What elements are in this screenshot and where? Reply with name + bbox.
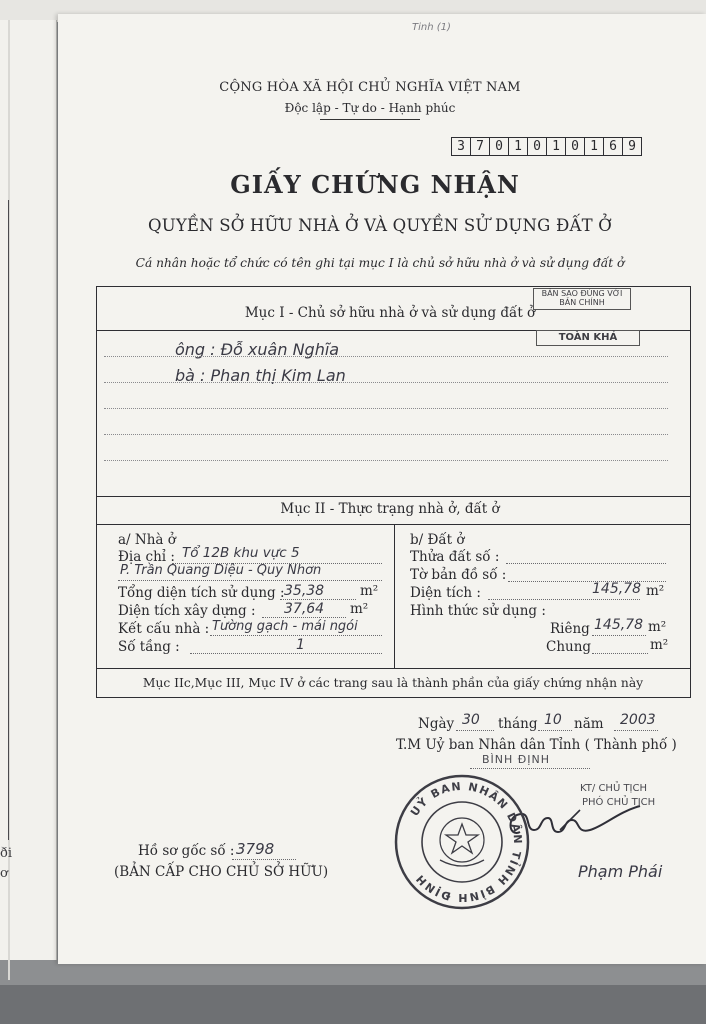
left-page-fragment: ơ bbox=[0, 866, 8, 881]
motto: Độc lập - Tự do - Hạnh phúc bbox=[284, 101, 456, 115]
country-name: CỘNG HÒA XÃ HỘI CHỦ NGHĨA VIỆT NAM bbox=[219, 80, 521, 95]
month-value: 10 bbox=[544, 712, 562, 728]
serial-digit: 0 bbox=[566, 138, 585, 155]
section2-heading: Mục II - Thực trạng nhà ở, đất ở bbox=[280, 501, 500, 517]
section1-heading: Mục I - Chủ sở hữu nhà ở và sử dụng đất ở bbox=[244, 305, 536, 321]
private-label: Riêng bbox=[550, 621, 590, 637]
day-label: Ngày bbox=[418, 716, 455, 732]
footnote: Mục IIc,Mục III, Mục IV ở các trang sau là thành phần của giấy chứng nhận này bbox=[142, 676, 644, 690]
serial-digit: 0 bbox=[528, 138, 547, 155]
left-page-border bbox=[2, 200, 9, 840]
house-heading: a/ Nhà ở bbox=[118, 532, 176, 548]
day-value: 30 bbox=[462, 712, 480, 728]
owner-1: ông : Đỗ xuân Nghĩa bbox=[175, 340, 340, 359]
address-value-2: P. Trần Quang Diệu - Quy Nhơn bbox=[120, 563, 322, 578]
copy-note: (BẢN CẤP CHO CHỦ SỞ HỮU) bbox=[114, 864, 329, 880]
parcel-line bbox=[506, 563, 666, 564]
parcel-label: Thửa đất số : bbox=[410, 549, 500, 565]
serial-digit: 1 bbox=[547, 138, 566, 155]
writing-line bbox=[104, 434, 668, 435]
total-area-unit: m² bbox=[360, 583, 379, 599]
committee-label: T.M Uỷ ban Nhân dân Tỉnh ( Thành phố ) bbox=[396, 737, 677, 753]
built-area-unit: m² bbox=[350, 601, 369, 617]
serial-digit: 3 bbox=[452, 138, 471, 155]
built-area-line bbox=[262, 617, 346, 618]
month-label: tháng bbox=[498, 716, 538, 732]
province-stamp: BÌNH ĐỊNH bbox=[482, 753, 551, 766]
motto-underline bbox=[320, 119, 420, 120]
total-area-label: Tổng diện tích sử dụng : bbox=[118, 585, 285, 601]
private-value: 145,78 bbox=[594, 617, 643, 633]
serial-number-box bbox=[451, 137, 642, 156]
role-line-2: PHÓ CHỦ TỊCH bbox=[582, 797, 656, 808]
total-area-line bbox=[280, 599, 356, 600]
writing-line bbox=[104, 382, 668, 383]
address-value-1: Tổ 12B khu vực 5 bbox=[182, 545, 300, 561]
land-area-unit: m² bbox=[646, 583, 665, 599]
record-line bbox=[232, 859, 296, 860]
record-label: Hồ sơ gốc số : bbox=[138, 843, 235, 859]
writing-line bbox=[104, 460, 668, 461]
section2-bottom-divider bbox=[96, 668, 691, 669]
copy-stamp: BẢN SAO ĐÚNG VỚI BẢN CHÍNH bbox=[533, 288, 631, 310]
total-area-value: 35,38 bbox=[284, 583, 325, 599]
serial-digit: 0 bbox=[490, 138, 509, 155]
owner-2: bà : Phan thị Kim Lan bbox=[175, 366, 346, 385]
land-heading: b/ Đất ở bbox=[410, 532, 465, 548]
built-area-value: 37,64 bbox=[284, 601, 325, 617]
year-label: năm bbox=[574, 716, 604, 732]
land-area-value: 145,78 bbox=[592, 581, 641, 597]
usage-label: Hình thức sử dụng : bbox=[410, 603, 546, 619]
floors-value: 1 bbox=[296, 637, 305, 653]
full-copy-stamp: TOÀN KHẢ bbox=[536, 330, 640, 346]
private-line bbox=[592, 635, 646, 636]
map-label: Tờ bản đồ số : bbox=[410, 567, 507, 583]
role-line-1: KT/ CHỦ TỊCH bbox=[580, 783, 647, 794]
signer-name: Phạm Phái bbox=[578, 862, 663, 881]
structure-label: Kết cấu nhà : bbox=[118, 621, 210, 637]
shared-unit: m² bbox=[650, 637, 669, 653]
serial-digit: 9 bbox=[628, 139, 636, 154]
certificate-subtitle: QUYỀN SỞ HỮU NHÀ Ở VÀ QUYỀN SỬ DỤNG ĐẤT Ở bbox=[147, 216, 612, 235]
built-area-label: Diện tích xây dựng : bbox=[118, 603, 256, 619]
writing-line bbox=[104, 356, 668, 357]
land-area-label: Diện tích : bbox=[410, 585, 481, 601]
province-line bbox=[470, 768, 590, 769]
serial-digit: 6 bbox=[604, 138, 623, 155]
month-line bbox=[538, 730, 572, 731]
shared-line bbox=[592, 653, 648, 654]
year-line bbox=[614, 730, 658, 731]
record-number: 3798 bbox=[236, 840, 275, 858]
serial-digit: 1 bbox=[509, 138, 528, 155]
floors-line bbox=[190, 653, 382, 654]
structure-value: Tường gạch - mái ngói bbox=[212, 619, 358, 634]
section2-column-divider bbox=[394, 524, 395, 668]
left-page-fragment: ði bbox=[0, 846, 12, 861]
year-value: 2003 bbox=[620, 712, 656, 728]
certificate-title: GIẤY CHỨNG NHẬN bbox=[230, 170, 520, 199]
corner-note: Tinh (1) bbox=[412, 22, 451, 33]
section2-top-divider bbox=[96, 496, 691, 497]
writing-line bbox=[104, 408, 668, 409]
official-seal bbox=[392, 772, 532, 912]
private-unit: m² bbox=[648, 619, 667, 635]
shared-label: Chung bbox=[546, 639, 592, 655]
serial-digit: 1 bbox=[585, 138, 604, 155]
map-line bbox=[508, 581, 666, 582]
land-area-line bbox=[488, 599, 640, 600]
scan-bottom-edge bbox=[0, 985, 706, 1024]
address-line bbox=[118, 580, 382, 581]
day-line bbox=[456, 730, 494, 731]
address-label: Địa chỉ : bbox=[118, 549, 175, 565]
intro-text: Cá nhân hoặc tổ chức có tên ghi tại mục I là chủ sở hữu nhà ở và sử dụng đất ở bbox=[135, 256, 625, 270]
structure-line bbox=[210, 635, 382, 636]
serial-digit: 7 bbox=[471, 138, 490, 155]
svg-text:UỶ BAN NHÂN DÂN TỈNH BÌNH ĐỊNH: UỶ BAN NHÂN DÂN TỈNH BÌNH ĐỊNH bbox=[407, 779, 525, 905]
floors-label: Số tầng : bbox=[118, 639, 180, 655]
